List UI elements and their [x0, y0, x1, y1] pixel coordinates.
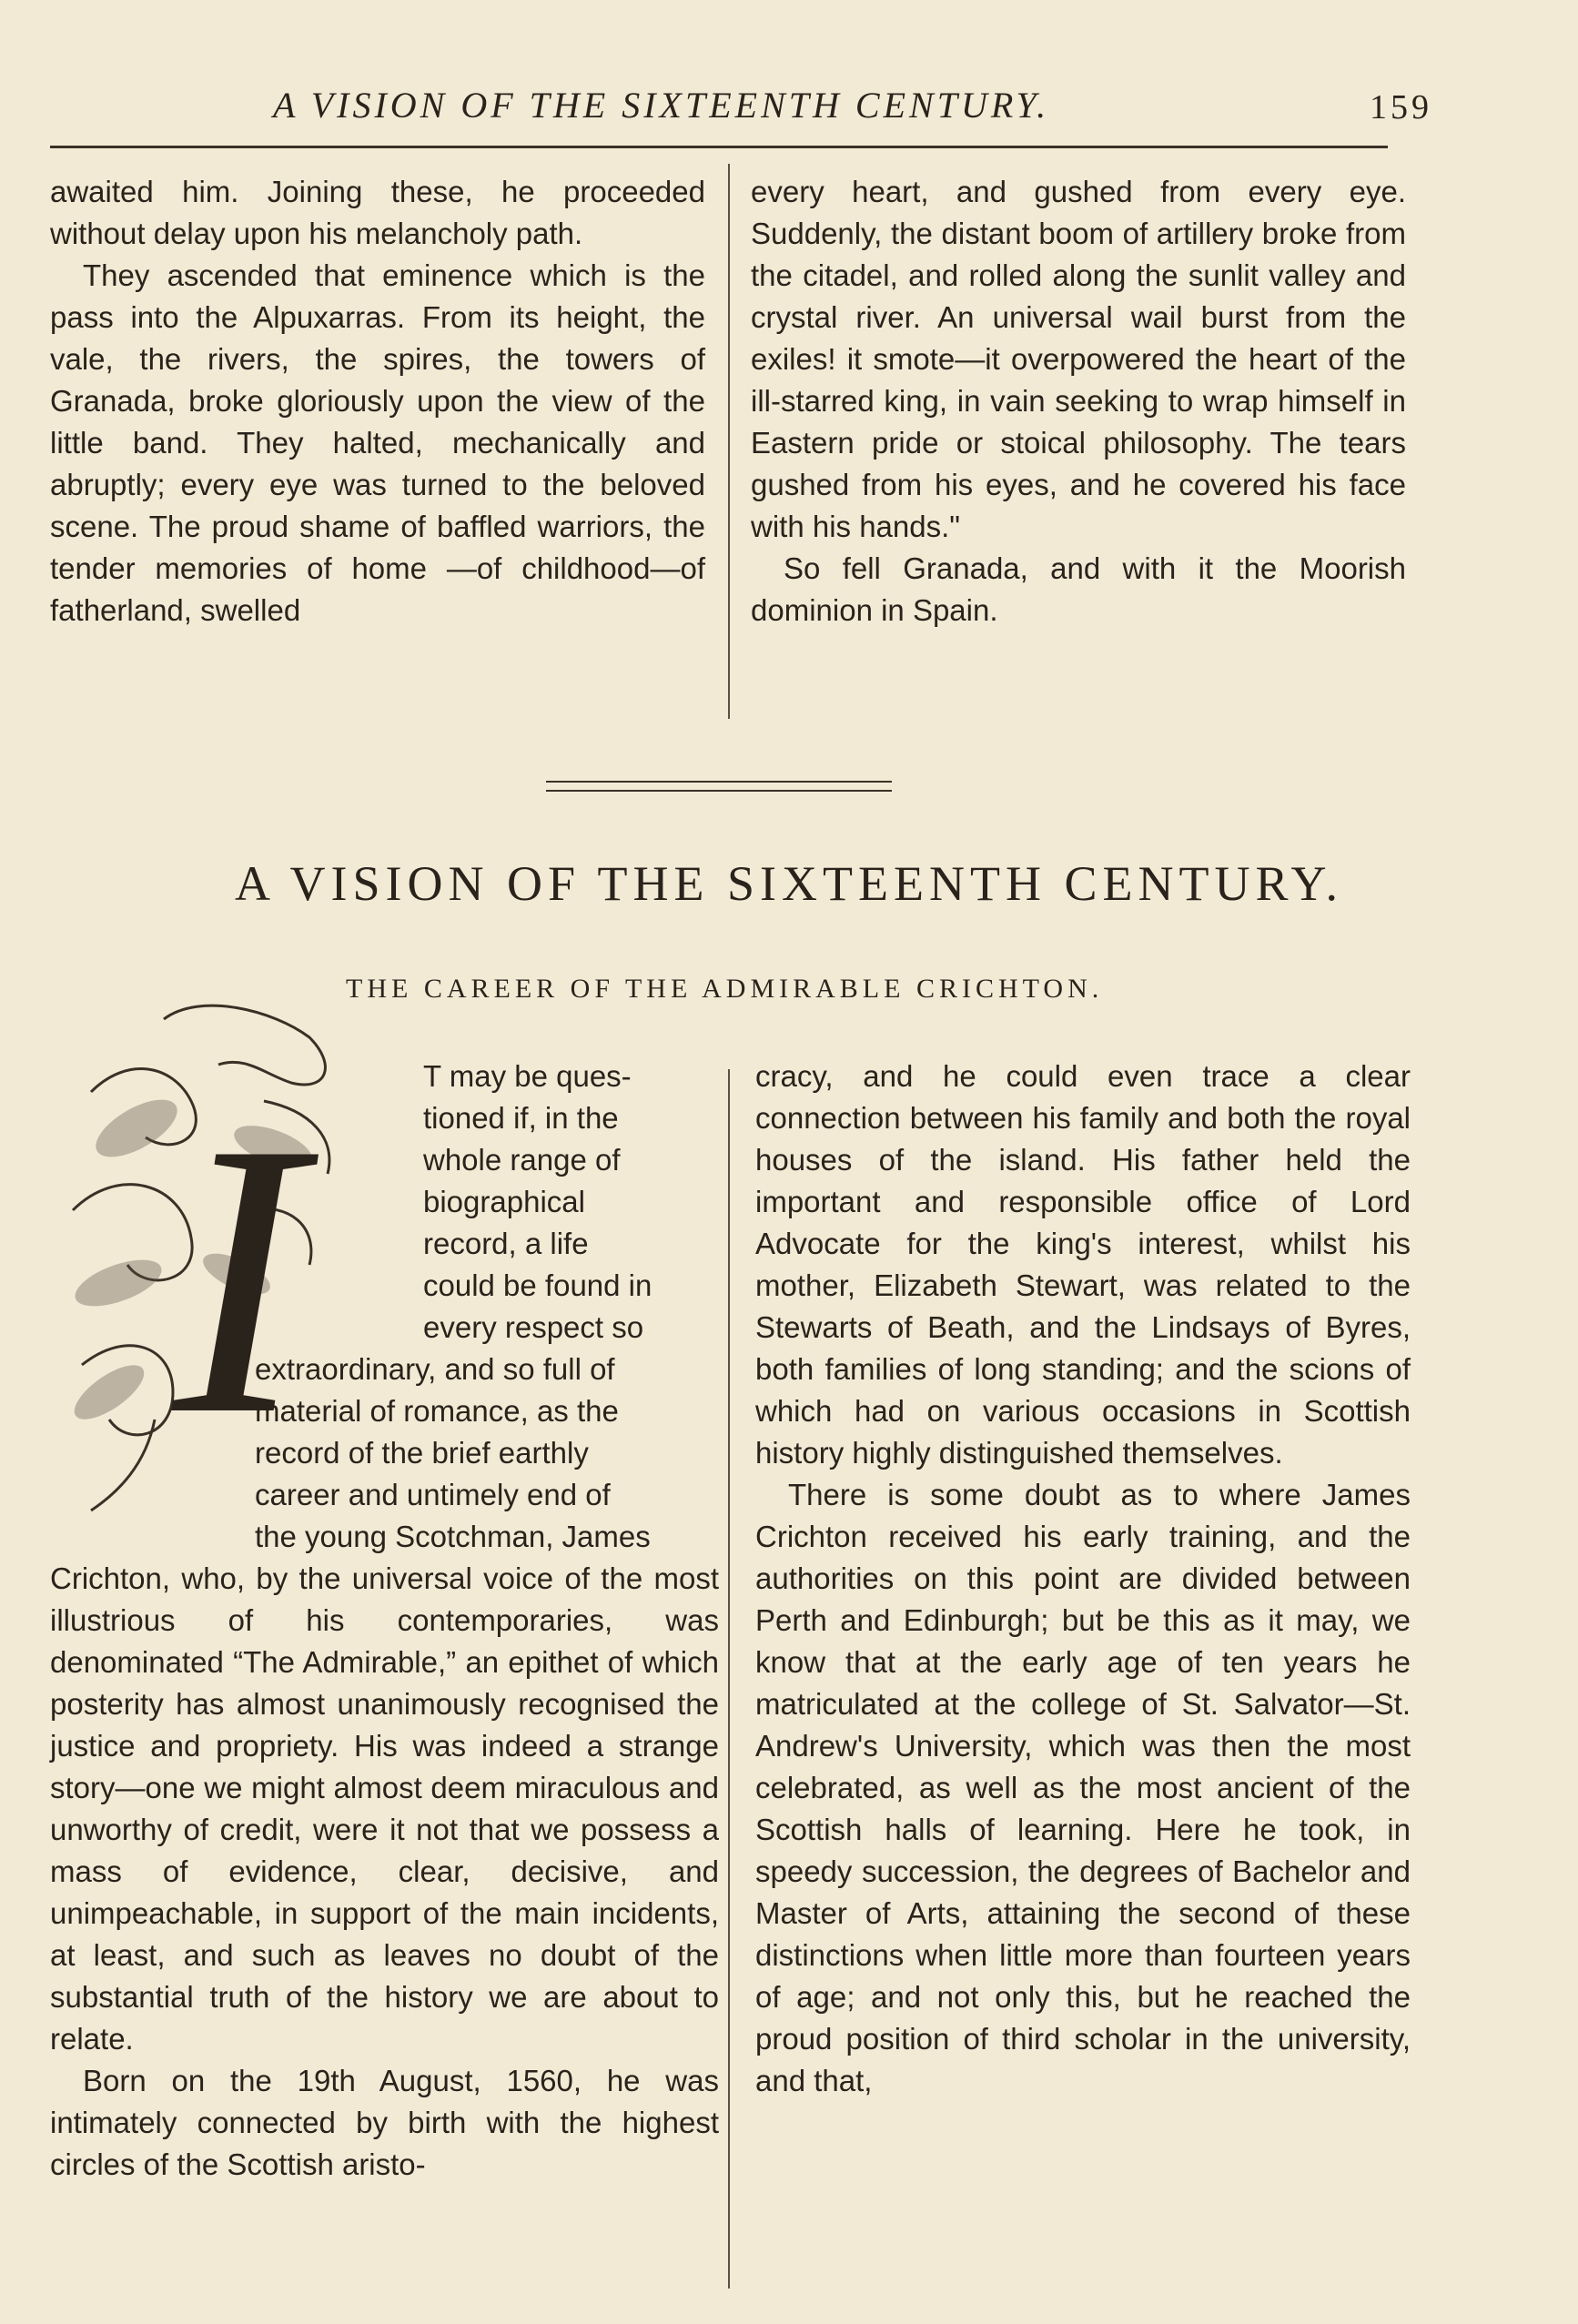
paragraph: They ascended that eminence which is the pass into the Alpuxarras. From its height, the vale, the rivers, the spires, the towers of Granada, broke gloriously upon the view of the little band. They halted, mechanically and abruptly; every eye was turned to the beloved scene. The proud shame of baffled warriors, the tender memories of home —of childhood—of fatherland, swelled — [50, 258, 705, 627]
section-separator — [546, 781, 892, 783]
line-beside-drop-cap: could be found in — [423, 1268, 652, 1302]
line-beside-drop-cap: tioned if, in the — [423, 1101, 619, 1135]
paragraph: every heart, and gushed from every eye. Suddenly, the distant boom of artillery broke from the citadel, and rolled along the sunlit valley and crystal river. An universal wail burst from the exiles! it smote—it overpowered the heart of the ill-starred king, in vain seeking to wrap himself in Eastern pride or stoical philosophy. The tears gushed from his eyes, and he covered his face with his hands." — [751, 175, 1406, 543]
paragraph: awaited him. Joining these, he proceeded without delay upon his melancholy path. — [50, 175, 705, 250]
page-number: 159 — [1370, 88, 1432, 126]
paragraph: So fell Granada, and with it the Moorish dominion in Spain. — [751, 551, 1406, 627]
paragraph: There is some doubt as to where James Crichton received his early training, and the authorities on this point are divided between Perth and Edinburgh; but be this as it may, we know that at the early age of ten years he matriculated at the college of St. Salvator—St. Andrew's University, which was then the most celebrated, as well as the most ancient of the Scottish halls of learning. Here he took, in speedy succession, the degrees of Bachelor and Master of Arts, attaining the second of these distinctions when little more than fourteen years of age; and not only this, but he reached the proud position of third scholar in the university, and that, — [755, 1478, 1411, 2097]
opening-paragraph — [50, 1056, 719, 2060]
line-beside-drop-cap: extraordinary, and so full of — [255, 1352, 615, 1386]
line-beside-drop-cap: material of romance, as the — [255, 1394, 619, 1428]
section-separator — [546, 790, 892, 792]
paragraph: Born on the 19th August, 1560, he was intimately connected by birth with the highest circles of the Scottish aristo- — [50, 2064, 719, 2181]
line-beside-drop-cap: T may be ques- — [423, 1059, 632, 1093]
line-beside-drop-cap: the young Scotchman, James — [255, 1520, 651, 1553]
line-beside-drop-cap: whole range of — [423, 1143, 621, 1177]
line-beside-drop-cap: every respect so — [423, 1310, 644, 1344]
line-beside-drop-cap: biographical — [423, 1185, 585, 1218]
paragraph-rest: Crichton, who, by the universal voice of the most illustrious of his contemporaries, was denominated “The Admirable,” an epithet of which posterity has almost unanimously recognised the justice and propriety. His was indeed a strange story—one we might almost deem miraculous and unworthy of credit, were it not that we possess a mass of evidence, clear, decisive, and unimpeachable, in support of the main incidents, at least, and such as leaves no doubt of the substantial truth of the history we are about to relate. — [50, 1561, 719, 2056]
line-beside-drop-cap: career and untimely end of — [255, 1478, 611, 1511]
drop-cap-letter: I — [173, 1063, 304, 1496]
column-rule — [728, 164, 730, 719]
previous-article-right-column — [751, 171, 1406, 632]
article-left-column — [50, 1056, 719, 2186]
running-title: A VISION OF THE SIXTEENTH CENTURY. — [273, 85, 1050, 126]
header-rule — [50, 146, 1388, 148]
column-rule — [728, 1069, 730, 2289]
running-head — [50, 80, 1432, 135]
article-title: A VISION OF THE SIXTEENTH CENTURY. — [234, 856, 1344, 911]
line-beside-drop-cap: record, a life — [423, 1227, 589, 1260]
paragraph: cracy, and he could even trace a clear connection between his family and both the royal houses of the island. His father held the important and responsible office of Lord Advocate for the king's interest, whilst his mother, Elizabeth Stewart, was related to the Stewarts of Beath, and the Lindsays of Byres, both families of long standing; and the scions of which had on various occasions in Scottish history highly distinguished themselves. — [755, 1059, 1411, 1470]
previous-article-left-column — [50, 171, 705, 632]
article-subtitle: THE CAREER OF THE ADMIRABLE CRICHTON. — [346, 974, 1104, 1004]
line-beside-drop-cap: record of the brief earthly — [255, 1436, 589, 1470]
article-right-column — [755, 1056, 1411, 2102]
